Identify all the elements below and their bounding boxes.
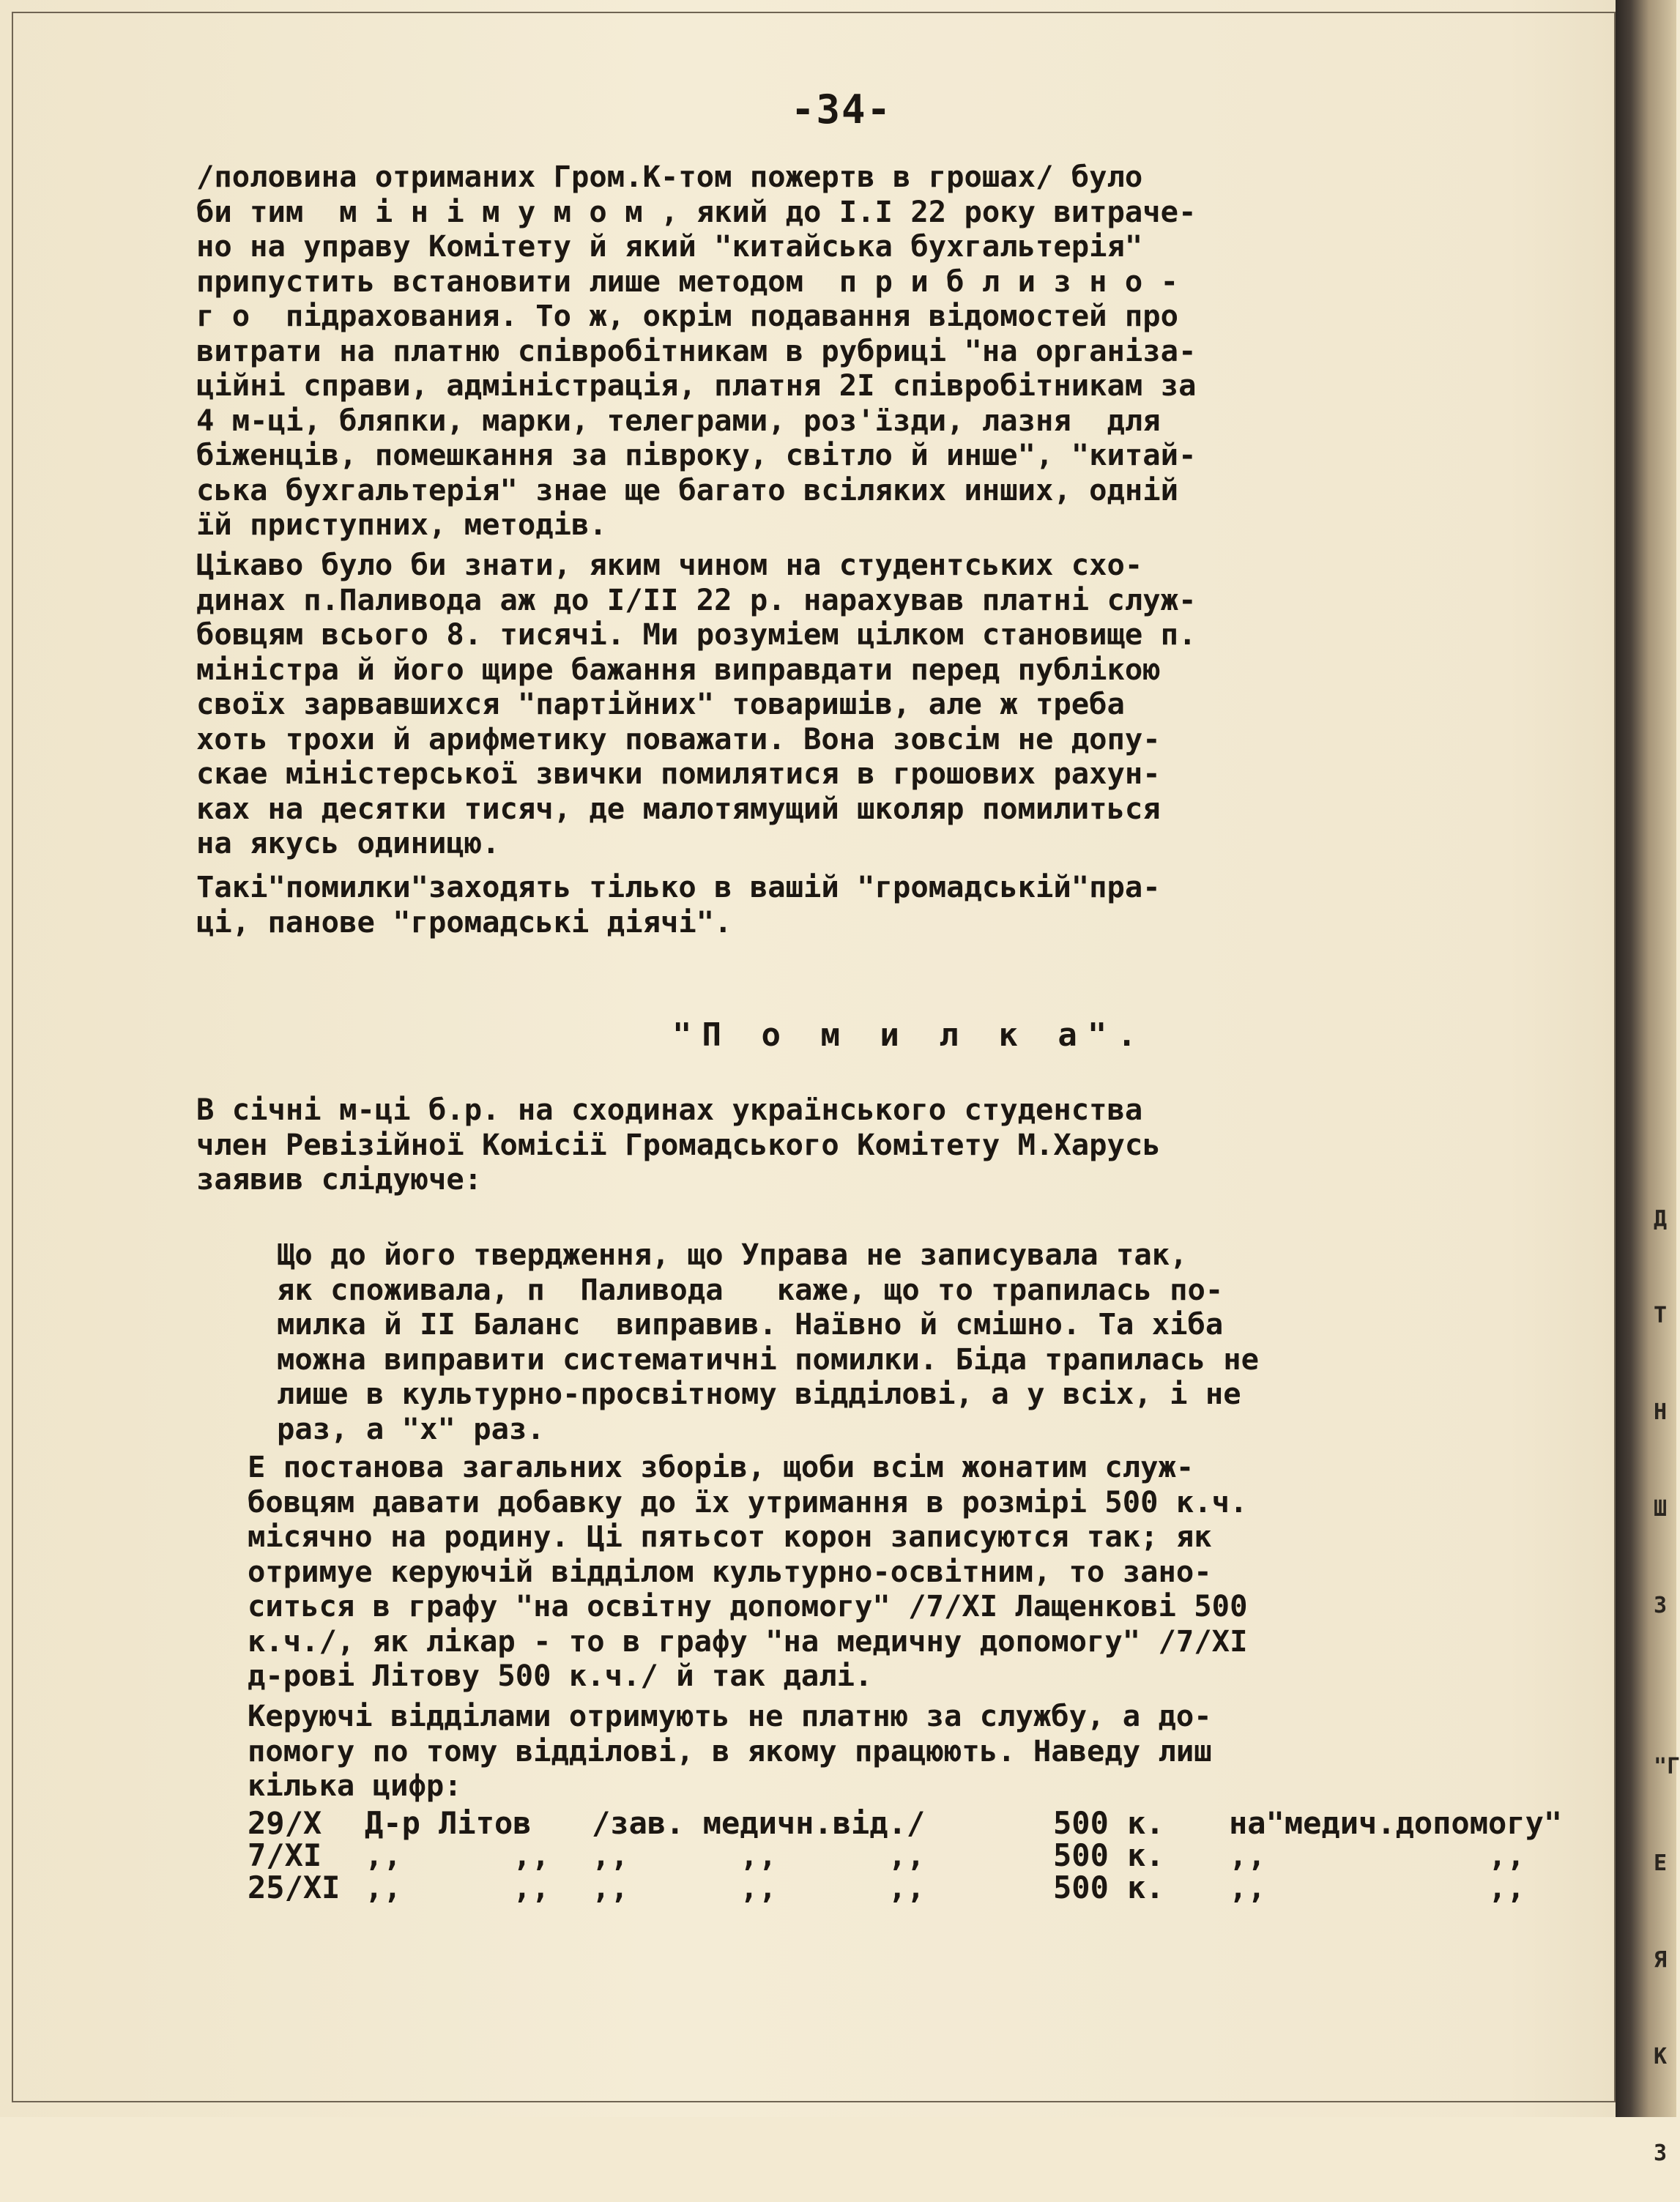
text-line: ках на десятки тисяч, де малотямущий школяр помилиться <box>196 790 1161 826</box>
edge-letter: Ш <box>1654 1496 1668 1522</box>
edge-letter: Н <box>1654 1399 1668 1425</box>
text-line: Що до його твердження, що Управа не записувала так, <box>277 1237 1188 1272</box>
edge-letter: З <box>1654 2140 1668 2166</box>
text-line: припустить встановити лише методом п р и б л и з н о - <box>196 263 1179 299</box>
edge-letter: Е <box>1654 1851 1668 1876</box>
text-line: міністра й його щире бажання виправдати перед публікою <box>196 651 1161 687</box>
text-line: кілька цифр: <box>248 1768 462 1803</box>
text-line: но на управу Комітету й який "китайська бухгальтерія" <box>196 228 1143 264</box>
cell-date: 29/X <box>248 1805 322 1841</box>
edge-letter: Д <box>1654 1206 1668 1232</box>
paragraph-6 <box>248 1450 1639 1694</box>
text-line: к.ч./, як лікар - то в графу "на медичну допомогу" /7/ХІ <box>248 1623 1248 1659</box>
text-line: д-рові Літову 500 к.ч./ й так далі. <box>248 1658 873 1693</box>
paragraph-4 <box>196 1093 1588 1197</box>
text-line: місячно на родину. Ці пятьсот корон записуются так; як <box>248 1519 1212 1554</box>
text-line: Е постанова загальних зборів, щоби всім жонатим служ- <box>248 1449 1194 1484</box>
text-line: витрати на платню співробітникам в рубриці "на організа- <box>196 332 1197 368</box>
edge-letter: З <box>1654 1593 1668 1618</box>
text-line: /половина отриманих Гром.К-том пожертв в грошах/ було <box>196 159 1143 194</box>
text-line: г о підрахования. То ж, окрім подавання відомостей про <box>196 298 1179 333</box>
cell-name: ,, ,, <box>365 1870 550 1905</box>
text-line: ційні справи, адміністрація, платня 2І співробітникам за <box>196 368 1197 403</box>
text-line: біженців, помешкання за півроку, світло й инше", "китай- <box>196 437 1197 472</box>
cell-department: /зав. медичн.від./ <box>592 1805 926 1841</box>
paragraph-2 <box>196 548 1588 861</box>
text-line: заявив слідуюче: <box>196 1161 483 1197</box>
cell-name: ,, ,, <box>365 1837 550 1873</box>
paragraph-5 <box>277 1238 1668 1446</box>
text-line: бовцям давати добавку до їх утримання в розмірі 500 к.ч. <box>248 1484 1248 1520</box>
table-row <box>248 1807 1639 1840</box>
table-row <box>248 1872 1639 1904</box>
edge-letter: К <box>1654 2044 1668 2069</box>
text-line: ська бухгальтерія" знае ще багато всіляких инших, одній <box>196 472 1179 507</box>
table-row <box>248 1837 1639 1873</box>
cell-department: ,, ,, ,, <box>592 1837 926 1873</box>
text-line: бовцям всього 8. тисячі. Ми розуміем цілком становище п. <box>196 617 1197 652</box>
page-number: -34- <box>791 86 893 133</box>
paragraph-7 <box>248 1699 1639 1804</box>
paragraph-3 <box>196 870 1588 940</box>
text-line: на якусь одиницю. <box>196 825 500 860</box>
edge-letter: "Г <box>1654 1754 1680 1779</box>
text-line: їй приступних, методів. <box>196 507 607 542</box>
text-line: хоть трохи й арифметику поважати. Вона зовсім не допу- <box>196 721 1161 756</box>
cell-amount: 500 к. <box>1053 1870 1164 1905</box>
text-line: як споживала, п Паливода каже, що то трапилась по- <box>277 1271 1224 1307</box>
text-line: Такі"помилки"заходять тілько в вашій "громадській"пра- <box>196 869 1161 904</box>
text-line: ситься в графу "на освітну допомогу" /7/ХІ Лащенкові 500 <box>248 1588 1248 1623</box>
text-line: В січні м-ці б.р. на сходинах українського студенства <box>196 1092 1143 1127</box>
edge-letter: Т <box>1654 1303 1668 1328</box>
edge-letter: Я <box>1654 1947 1668 1973</box>
cell-date: 7/XI <box>248 1837 322 1873</box>
cell-department: ,, ,, ,, <box>592 1870 926 1905</box>
text-line: би тим м і н і м у м о м , який до І.І 22 року витраче- <box>196 193 1197 229</box>
payments-table <box>248 1807 1639 1904</box>
cell-amount: 500 к. <box>1053 1837 1164 1873</box>
text-line: 4 м-ці, бляпки, марки, телеграми, роз'їзди, лазня для <box>196 402 1161 438</box>
cell-date: 25/XI <box>248 1870 341 1905</box>
text-line: член Ревізійної Комісії Громадського Комітету М.Харусь <box>196 1126 1161 1162</box>
text-line: скае міністерської звички помилятися в грошових рахун- <box>196 756 1161 791</box>
cell-amount: 500 к. <box>1053 1805 1164 1841</box>
cell-type: ,, ,, <box>1229 1870 1525 1905</box>
text-line: помогу по тому відділові, в якому працюють. Наведу лиш <box>248 1733 1212 1768</box>
text-line: Керуючі відділами отримують не платню за службу, а до- <box>248 1698 1212 1733</box>
text-line: динах п.Паливода аж до І/ІІ 22 р. нарахував платні служ- <box>196 581 1197 617</box>
text-line: своїх зарвавшихся "партійних" товаришів, але ж треба <box>196 686 1125 721</box>
text-line: лише в культурно-просвітному відділові, а у всіх, і не <box>277 1376 1241 1411</box>
text-line: ці, панове "громадські діячі". <box>196 904 732 940</box>
cell-name: Д-р Літов <box>365 1805 532 1841</box>
paragraph-1 <box>196 160 1588 543</box>
text-line: отримуе керуючій відділом культурно-освітним, то зано- <box>248 1553 1212 1589</box>
text-line: милка й ІІ Баланс виправив. Наївно й смішно. Та хіба <box>277 1306 1224 1342</box>
text-line: можна виправити систематичні помилки. Біда трапилась не <box>277 1341 1260 1377</box>
cell-type: ,, ,, <box>1229 1837 1525 1873</box>
text-line: Цікаво було би знати, яким чином на студентських схо- <box>196 547 1143 582</box>
section-heading: "П о м и л к а". <box>672 1016 1147 1054</box>
text-line: раз, а "х" раз. <box>277 1410 545 1446</box>
cell-type: на"медич.допомогу" <box>1229 1805 1563 1841</box>
